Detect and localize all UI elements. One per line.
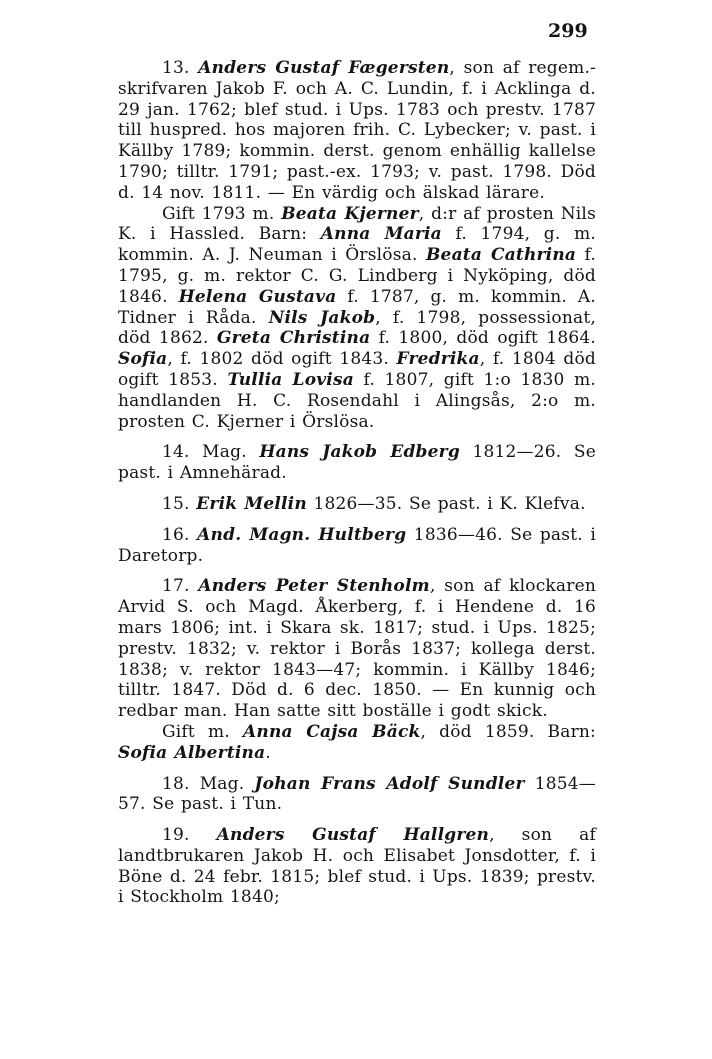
entry-text: 17. <box>162 576 199 597</box>
entry-text: 16. <box>162 524 198 545</box>
entry-text: 14. Mag. <box>162 442 260 463</box>
entry-text: Gift m. <box>162 721 243 742</box>
person-name: Beata Cathrina <box>425 245 577 266</box>
person-name: Sofia Albertina <box>118 742 266 763</box>
entry-text: 1836—46. Se past. i Daretorp. <box>118 524 596 566</box>
entry-text: f. 1800, död ogift 1864. <box>370 328 596 349</box>
person-name: Anders Gustaf Hallgren <box>216 825 490 846</box>
entry-paragraph-14 <box>118 442 596 484</box>
entry-paragraph-13 <box>118 58 596 204</box>
person-name: Erik Mellin <box>196 493 307 514</box>
entry-text: , f. 1802 död ogift 1843. <box>167 349 397 370</box>
entry-text: , son af klockaren Arvid S. och Magd. Åkerberg, f. i Hendene d. 16 mars 1806; int. i Skara sk. 1817; stud. i Ups. 1825; prestv. 1832; v. rektor i Borås 1837; kollega derst. 1838; v. rektor 1843—47; kommin. i Källby 1846; tilltr. 1847. Död d. 6 dec. 1850. — En kunnig och redbar man. Han satte sitt boställe i godt skick. <box>118 576 596 722</box>
entry-text: f. 1794, g. m. kommin. A. J. Neuman i Örslösa. <box>118 224 597 266</box>
entry-text: 19. <box>162 825 217 846</box>
person-name: Fredrika <box>396 349 480 370</box>
entry-text: f. 1787, g. m. kommin. A. Tidner i Råda. <box>118 286 596 328</box>
entry-text: Gift 1793 m. <box>162 203 282 224</box>
entry-text: 1826—35. Se past. i K. Klefva. <box>306 493 586 514</box>
entry-paragraph-19 <box>118 825 596 908</box>
person-name: Beata Kjerner <box>281 203 419 224</box>
entry-paragraph-18 <box>118 774 596 816</box>
person-name: Anders Peter Stenholm <box>198 576 430 597</box>
entry-paragraph-15 <box>118 494 596 515</box>
entry-text: 1812—26. Se past. i Amnehärad. <box>118 442 596 484</box>
person-name: And. Magn. Hultberg <box>197 524 407 545</box>
entry-text: f. 1795, g. m. rektor C. G. Lindberg i Nyköping, död 1846. <box>118 245 597 307</box>
entry-text: 13. <box>162 58 199 78</box>
entry-paragraph-17 <box>118 576 596 722</box>
person-name: Helena Gustava <box>178 286 337 307</box>
entry-text: 18. Mag. <box>162 773 255 794</box>
entry-text: , d:r af prosten Nils K. i Hassled. Barn: <box>118 203 596 245</box>
person-name: Tullia Lovisa <box>227 369 354 390</box>
text-column <box>118 58 596 908</box>
person-name: Anna Cajsa Bäck <box>243 721 421 742</box>
entry-text: , son af regem.-skrifvaren Jakob F. och A. C. Lundin, f. i Acklinga d. 29 jan. 1762; blef stud. i Ups. 1783 och prestv. 1787 till huspred. hos majoren frih. C. Lybecker; v. past. i Källby 1789; kommin. derst. genom enhällig kallelse 1790; tilltr. 1791; past.-ex. 1793; v. past. 1798. Död d. 14 nov. 1811. — En värdig och älskad lärare. <box>118 58 596 203</box>
person-name: Sofia <box>118 349 168 370</box>
person-name: Anna Maria <box>320 224 442 245</box>
entry-text: 1854—57. Se past. i Tun. <box>118 773 596 815</box>
entry-text: , f. 1798, possessionat, död 1862. <box>118 307 596 349</box>
person-name: Nils Jakob <box>268 307 376 328</box>
entry-17-continuation <box>118 722 596 764</box>
entry-text: , f. 1804 död ogift 1853. <box>118 349 596 390</box>
person-name: Anders Gustaf Fægersten <box>198 58 450 78</box>
entry-13-continuation <box>118 204 596 433</box>
entry-text: , son af landtbrukaren Jakob H. och Elisabet Jonsdotter, f. i Böne d. 24 febr. 1815; blef stud. i Ups. 1839; prestv. i Stockholm 1840; <box>118 825 596 908</box>
entry-text: 15. <box>162 493 197 514</box>
entry-text: . <box>265 742 271 763</box>
person-name: Hans Jakob Edberg <box>259 442 460 463</box>
entry-text: f. 1807, gift 1:o 1830 m. handlanden H. C. Rosendahl i Alingsås, 2:o m. prosten C. Kjerner i Örslösa. <box>118 369 596 432</box>
entry-text: , död 1859. Barn: <box>420 721 596 742</box>
entry-paragraph-16 <box>118 525 596 567</box>
person-name: Johan Frans Adolf Sundler <box>254 773 525 794</box>
person-name: Greta Christina <box>216 328 371 349</box>
page-number: 299 <box>548 20 588 42</box>
